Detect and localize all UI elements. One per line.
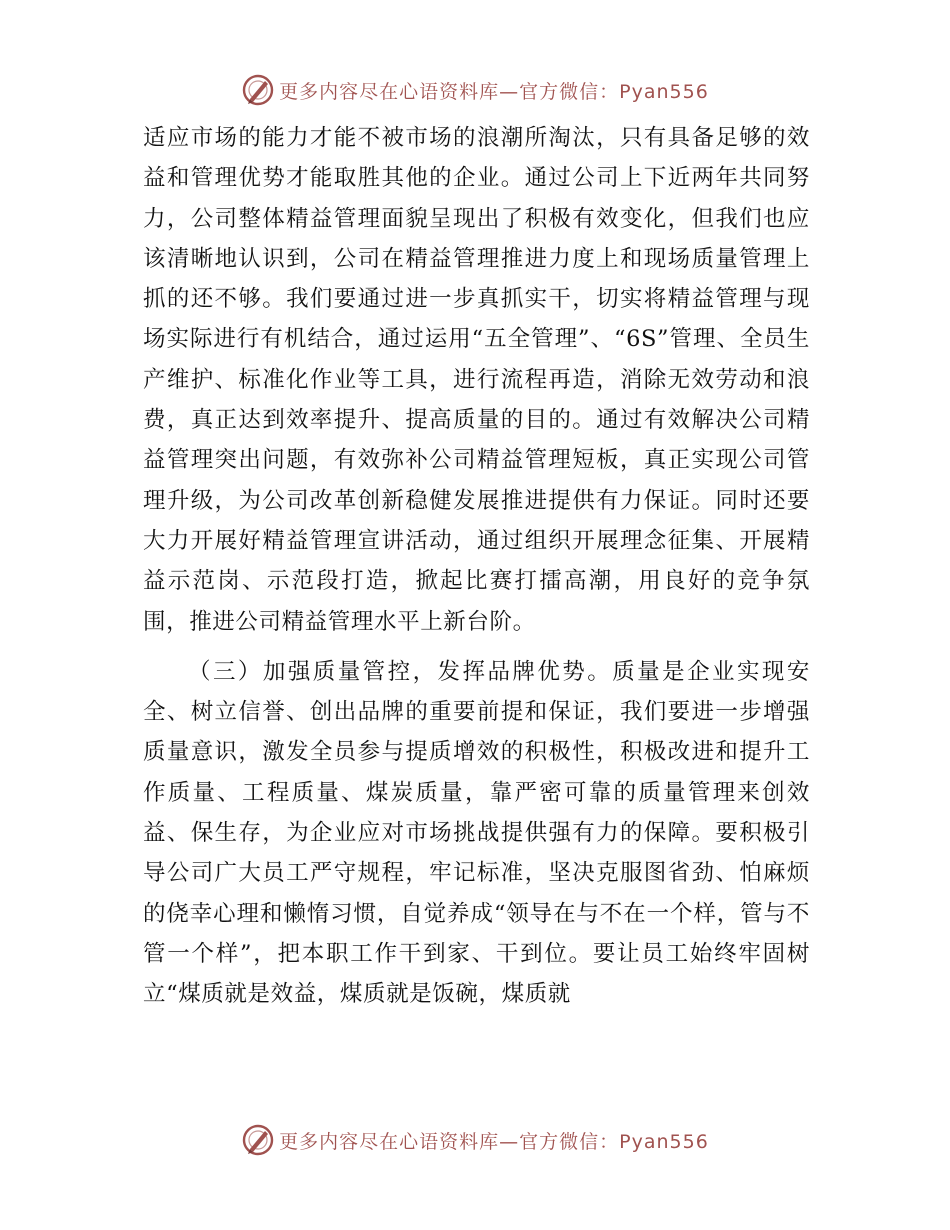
header-banner-text: 更多内容尽在心语资料库—官方微信：Pyan556 xyxy=(279,80,709,103)
footer-banner-text: 更多内容尽在心语资料库—官方微信：Pyan556 xyxy=(279,1130,709,1153)
footer-banner xyxy=(0,1120,950,1160)
writing-hand-logo-icon xyxy=(241,73,275,107)
header-banner xyxy=(0,70,950,110)
body-paragraph-1: 适应市场的能力才能不被市场的浪潮所淘汰，只有具备足够的效益和管理优势才能取胜其他的企业。通过公司上下近两年共同努力，公司整体精益管理面貌呈现出了积极有效变化，但我们也应该清晰地认识到，公司在精益管理推进力度上和现场质量管理上抓的还不够。我们要通过进一步真抓实干，切实将精益管理与现场实际进行有机结合，通过运用“五全管理”、“6S”管理、全员生产维护、标准化作业等工具，进行流程再造，消除无效劳动和浪费，真正达到效率提升、提高质量的目的。通过有效解决公司精益管理突出问题，有效弥补公司精益管理短板，真正实现公司管理升级，为公司改革创新稳健发展推进提供有力保证。同时还要大力开展好精益管理宣讲活动，通过组织开展理念征集、开展精益示范岗、示范段打造，掀起比赛打擂高潮，用良好的竞争氛围，推进公司精益管理水平上新台阶。 xyxy=(143,125,810,635)
document-body xyxy=(143,118,810,1015)
writing-hand-logo-icon xyxy=(241,1123,275,1157)
body-paragraph-2: （三）加强质量管控，发挥品牌优势。质量是企业实现安全、树立信誉、创出品牌的重要前提和保证，我们要进一步增强质量意识，激发全员参与提质增效的积极性，积极改进和提升工作质量、工程质量、煤炭质量，靠严密可靠的质量管理来创效益、保生存，为企业应对市场挑战提供强有力的保障。要积极引导公司广大员工严守规程，牢记标准，坚决克服图省劲、怕麻烦的侥幸心理和懒惰习惯，自觉养成“领导在与不在一个样，管与不管一个样”，把本职工作干到家、干到位。要让员工始终牢固树立“煤质就是效益，煤质就是饭碗，煤质就 xyxy=(143,658,810,1008)
